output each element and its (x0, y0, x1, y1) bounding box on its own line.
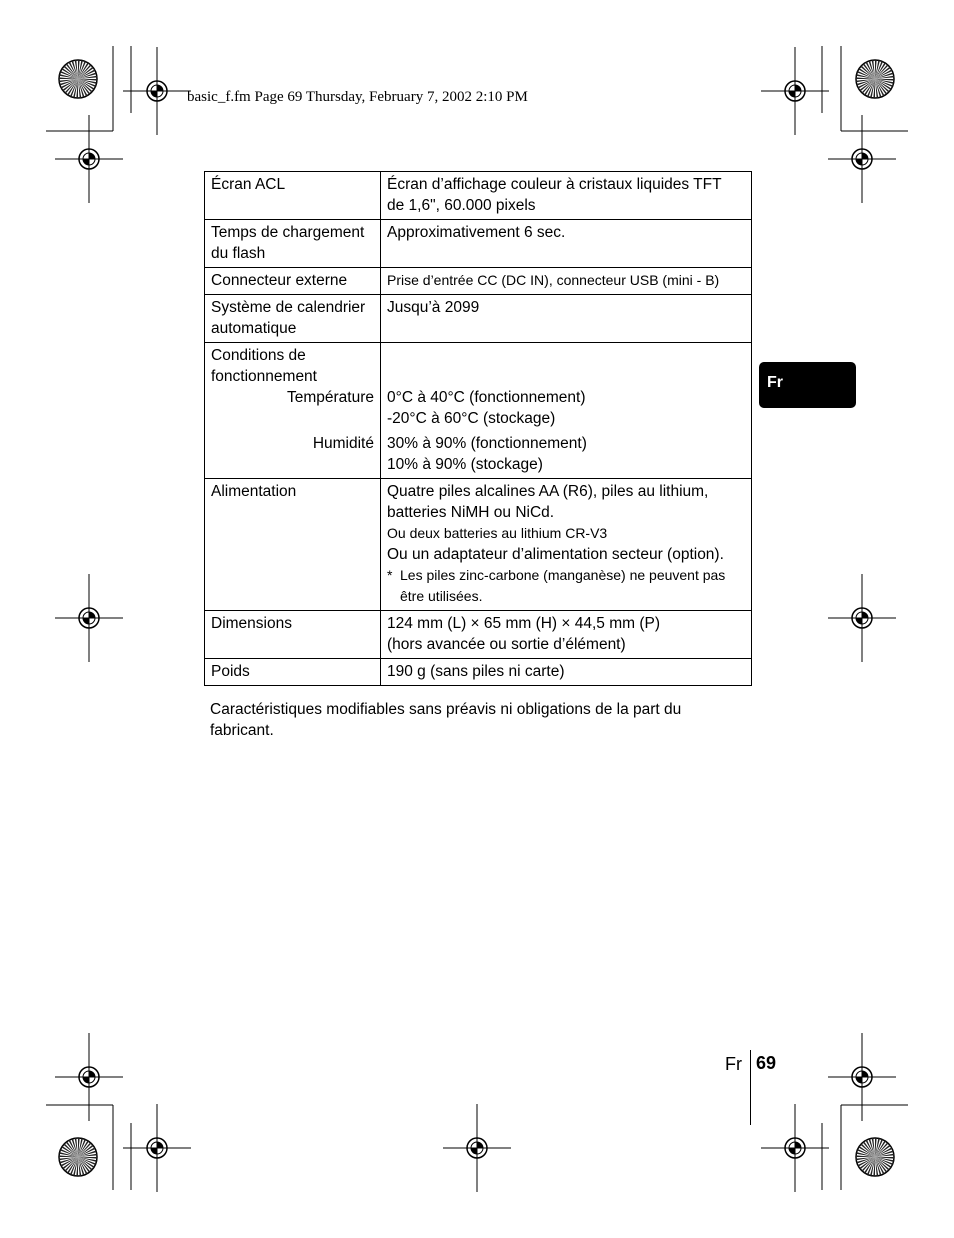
registration-target-icon (852, 1067, 872, 1087)
star-wedge (78, 1154, 97, 1157)
star-wedge (863, 1141, 875, 1157)
star-wedge (856, 1155, 875, 1157)
registration-target-icon (79, 608, 99, 628)
star-wedge (875, 79, 893, 87)
row-label: Poids (205, 659, 381, 686)
star-wedge (875, 67, 891, 79)
star-wedge (60, 79, 78, 86)
star-wedge (875, 60, 877, 79)
star-wedge (869, 61, 876, 79)
star-wedge (78, 79, 90, 95)
star-wedge (73, 79, 78, 98)
star-wedge (857, 1149, 875, 1157)
star-wedge (62, 79, 78, 91)
star-wedge (875, 1157, 882, 1175)
row-value (381, 343, 752, 479)
star-wedge (873, 1157, 875, 1176)
star-wedge (78, 1148, 95, 1158)
star-wedge (862, 79, 875, 94)
star-wedge (875, 73, 893, 80)
star-wedge (859, 1157, 875, 1169)
star-wedge (66, 63, 78, 79)
star-wedge (78, 79, 97, 81)
star-wedge (78, 1141, 89, 1157)
star-wedge (78, 79, 96, 87)
star-wedge (875, 79, 878, 98)
star-wedge (60, 1149, 78, 1157)
star-wedge (59, 1155, 78, 1157)
star-wedge (78, 1157, 94, 1168)
star-target-icon (59, 60, 97, 98)
star-wedge (60, 71, 78, 79)
star-wedge (875, 63, 886, 79)
star-wedge (78, 1151, 96, 1158)
star-wedge (857, 71, 875, 79)
row-label: Écran ACL (205, 172, 381, 220)
registration-target-ring (789, 85, 801, 97)
star-wedge (61, 1157, 78, 1167)
star-wedge (875, 79, 890, 92)
star-wedge (78, 60, 83, 79)
table-row (205, 172, 752, 220)
registration-target-fill (83, 612, 95, 624)
star-wedge (70, 1157, 78, 1175)
star-wedge (78, 61, 86, 79)
star-wedge (856, 1152, 875, 1157)
row-value: 190 g (sans piles ni carte) (381, 659, 752, 686)
table-row-conditions (205, 343, 752, 479)
star-wedge (875, 1139, 883, 1157)
temperature-value: -20°C à 60°C (stockage) (387, 410, 556, 427)
footer-language: Fr (725, 1054, 742, 1074)
star-wedge (76, 79, 78, 98)
star-wedge (856, 1157, 875, 1160)
humidity-value: 30% à 90% (fonctionnement) (387, 435, 587, 452)
star-wedge (72, 1139, 79, 1157)
star-wedge (867, 79, 875, 97)
star-wedge (875, 79, 891, 90)
star-target-icon (59, 1138, 97, 1176)
star-wedge (875, 79, 887, 95)
star-wedge (78, 73, 96, 80)
star-wedge (856, 79, 875, 82)
star-wedge (858, 1157, 875, 1167)
star-wedge (78, 1142, 91, 1157)
registration-target-icon (79, 1067, 99, 1087)
registration-target-ring (856, 1071, 868, 1083)
star-wedge (70, 79, 78, 97)
row-value: Prise d’entrée CC (DC IN), connecteur USB (mini - B) (381, 268, 752, 295)
registration-target-icon (79, 149, 99, 169)
table-row-power (205, 479, 752, 611)
star-wedge (869, 1139, 876, 1157)
registration-target-fill (856, 612, 868, 624)
registration-target-icon (147, 1138, 167, 1158)
star-wedge (875, 1151, 893, 1158)
star-wedge (875, 61, 883, 79)
star-wedge (875, 1157, 878, 1176)
row-label: Conditions de fonctionnement Température Humidité (205, 343, 381, 479)
star-wedge (875, 1138, 880, 1157)
registration-target-ring (151, 1142, 163, 1154)
star-wedge (66, 1141, 78, 1157)
star-wedge (875, 60, 880, 79)
registration-target-ring (83, 1071, 95, 1083)
star-wedge (78, 1139, 86, 1157)
registration-target-ring (151, 85, 163, 97)
star-wedge (78, 70, 95, 80)
star-wedge (78, 1157, 85, 1175)
registration-target-fill (471, 1142, 483, 1154)
star-wedge (875, 1138, 877, 1157)
temperature-label: Température (286, 389, 374, 406)
star-wedge (78, 1157, 97, 1162)
registration-target-ring (83, 612, 95, 624)
star-wedge (78, 67, 94, 79)
star-wedge (860, 1144, 875, 1157)
table-row (205, 268, 752, 295)
specifications-footnote: Caractéristiques modifiables sans préavis ni obligations de la part du fabricant. (210, 701, 682, 739)
star-wedge (78, 79, 88, 96)
registration-target-fill (789, 85, 801, 97)
star-wedge (859, 1146, 875, 1157)
star-wedge (866, 62, 876, 79)
star-wedge (78, 1157, 88, 1174)
star-wedge (859, 79, 875, 91)
star-wedge (78, 1157, 93, 1170)
star-wedge (78, 1157, 97, 1159)
star-wedge (875, 1148, 892, 1158)
star-wedge (78, 79, 81, 98)
star-wedge (78, 1157, 96, 1165)
star-wedge (875, 1145, 891, 1157)
row-value: Écran d’affichage couleur à cristaux liquides TFT de 1,6", 60.000 pixels (381, 172, 752, 220)
star-wedge (875, 1157, 894, 1162)
star-wedge (61, 79, 78, 89)
registration-target-ring (471, 1142, 483, 1154)
star-wedge (858, 79, 875, 89)
star-wedge (875, 70, 892, 80)
row-label: Alimentation (205, 479, 381, 611)
registration-target-fill (789, 1142, 801, 1154)
star-wedge (872, 1138, 875, 1157)
registration-target-ring (856, 153, 868, 165)
star-wedge (75, 1138, 78, 1157)
registration-target-fill (83, 1071, 95, 1083)
star-wedge (78, 1138, 83, 1157)
star-wedge (63, 1144, 78, 1157)
star-wedge (864, 1157, 875, 1173)
registration-target-icon (785, 1138, 805, 1158)
star-wedge (75, 60, 78, 79)
star-wedge (59, 79, 78, 82)
star-wedge (67, 79, 78, 95)
star-wedge (62, 1157, 78, 1169)
power-note: * Les piles zinc-carbone (manganèse) ne peuvent pas être utilisées. (387, 567, 726, 604)
star-wedge (875, 1157, 894, 1159)
star-wedge (78, 79, 93, 92)
star-wedge (862, 1157, 875, 1172)
star-wedge (875, 1157, 893, 1165)
star-wedge (875, 79, 882, 97)
star-wedge (857, 79, 875, 86)
star-target-icon (856, 60, 894, 98)
star-wedge (875, 79, 885, 96)
star-wedge (863, 63, 875, 79)
star-wedge (78, 60, 80, 79)
temperature-value: 0°C à 40°C (fonctionnement) (387, 389, 586, 406)
star-wedge (875, 1157, 887, 1173)
registration-target-icon (785, 81, 805, 101)
star-wedge (864, 79, 875, 95)
star-wedge (78, 1145, 94, 1157)
star-wedge (59, 74, 78, 79)
star-wedge (875, 79, 894, 84)
star-wedge (62, 68, 78, 79)
specifications-table (204, 171, 752, 686)
row-value: Jusqu’à 2099 (381, 295, 752, 343)
humidity-value: 10% à 90% (stockage) (387, 456, 543, 473)
star-wedge (67, 1157, 78, 1173)
star-wedge (870, 79, 875, 98)
row-value: Quatre piles alcalines AA (R6), piles au lithium, batteries NiMH ou NiCd. Ou deux batteries au lithium CR-V3 Ou un adaptateur d’alimentation secteur (option). * Les piles zinc-carbone (manganèse) ne peuvent pas être utilisées. (381, 479, 752, 611)
star-wedge (867, 1157, 875, 1175)
star-wedge (78, 79, 85, 97)
row-label: Système de calendrier automatique (205, 295, 381, 343)
row-label: Connecteur externe (205, 268, 381, 295)
table-row (205, 220, 752, 268)
star-wedge (860, 66, 875, 79)
star-wedge (859, 68, 875, 79)
registration-target-icon (467, 1138, 487, 1158)
star-wedge (78, 79, 97, 84)
star-wedge (873, 79, 875, 98)
star-wedge (875, 76, 894, 79)
star-wedge (857, 1157, 875, 1164)
star-wedge (72, 61, 79, 79)
star-wedge (875, 64, 888, 79)
star-wedge (59, 77, 78, 79)
star-wedge (60, 1157, 78, 1164)
footer-divider (750, 1050, 751, 1125)
star-wedge (875, 1142, 888, 1157)
language-tab (759, 362, 856, 408)
page-number: 69 (756, 1053, 777, 1073)
registration-target-fill (83, 153, 95, 165)
star-wedge (63, 66, 78, 79)
star-wedge (69, 62, 79, 79)
star-wedge (875, 1157, 891, 1168)
star-wedge (69, 1140, 79, 1157)
star-wedge (73, 1157, 78, 1176)
row-label: Temps de chargement du flash (205, 220, 381, 268)
star-wedge (875, 79, 894, 81)
star-wedge (59, 1157, 78, 1160)
star-wedge (856, 74, 875, 79)
row-value: Approximativement 6 sec. (381, 220, 752, 268)
registration-target-fill (856, 153, 868, 165)
star-wedge (76, 1157, 78, 1176)
star-wedge (62, 1146, 78, 1157)
star-wedge (78, 1138, 80, 1157)
humidity-label: Humidité (312, 435, 374, 452)
table-row-dimensions (205, 611, 752, 659)
registration-target-fill (856, 1071, 868, 1083)
registration-target-icon (852, 608, 872, 628)
registration-target-ring (856, 612, 868, 624)
language-tab-label: Fr (767, 374, 783, 391)
star-wedge (875, 1157, 885, 1174)
registration-target-fill (151, 85, 163, 97)
table-row (205, 295, 752, 343)
star-wedge (78, 64, 91, 79)
star-target-icon (856, 1138, 894, 1176)
star-wedge (856, 77, 875, 79)
star-wedge (875, 1154, 894, 1157)
star-wedge (875, 1141, 886, 1157)
star-wedge (875, 1157, 890, 1170)
registration-target-fill (151, 1142, 163, 1154)
star-wedge (78, 76, 97, 79)
registration-target-icon (147, 81, 167, 101)
star-wedge (65, 79, 78, 94)
table-row-weight (205, 659, 752, 686)
star-wedge (78, 1157, 81, 1176)
registration-target-icon (852, 149, 872, 169)
row-value: 124 mm (L) × 65 mm (H) × 44,5 mm (P) (hors avancée ou sortie d’élément) (381, 611, 752, 659)
star-wedge (872, 60, 875, 79)
star-wedge (78, 79, 94, 90)
star-wedge (59, 1152, 78, 1157)
row-label: Dimensions (205, 611, 381, 659)
print-header: basic_f.fm Page 69 Thursday, February 7, 2002 2:10 PM (187, 89, 528, 105)
star-wedge (78, 63, 89, 79)
registration-target-ring (83, 153, 95, 165)
star-wedge (65, 1157, 78, 1172)
registration-target-ring (789, 1142, 801, 1154)
star-wedge (78, 1157, 90, 1173)
star-wedge (870, 1157, 875, 1176)
star-wedge (866, 1140, 876, 1157)
